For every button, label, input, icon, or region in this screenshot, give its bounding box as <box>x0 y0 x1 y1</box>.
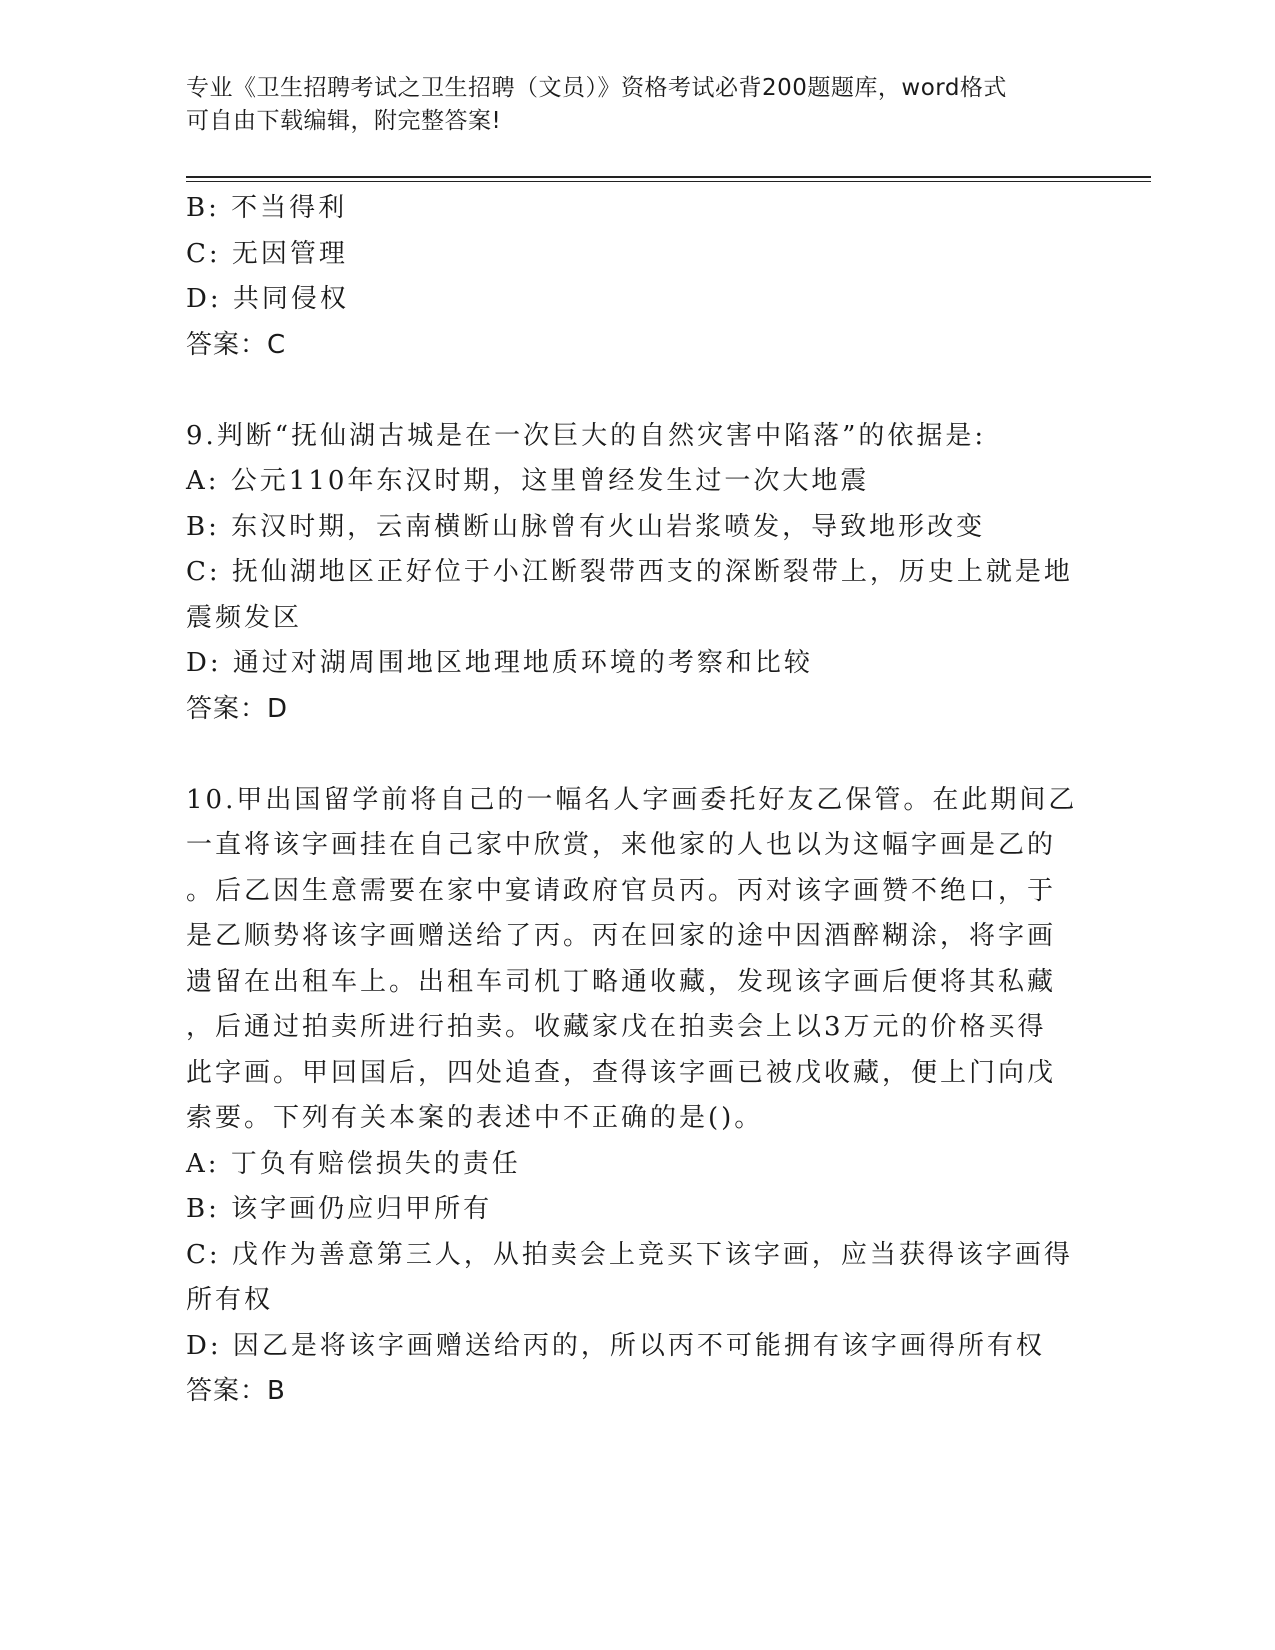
option-b: B: 东汉时期，云南横断山脉曾有火山岩浆喷发，导致地形改变 <box>186 511 986 542</box>
option-b: B: 该字画仍应归甲所有 <box>186 1194 493 1224</box>
question-text-line: 。后乙因生意需要在家中宴请政府官员丙。丙对该字画赞不绝口，于 <box>186 875 1057 906</box>
option-c: C: 戊作为善意第三人，从拍卖会上竞买下该字画，应当获得该字画得 <box>186 1239 1073 1270</box>
spacer <box>186 368 1086 414</box>
option-c: C: 抚仙湖地区正好位于小江断裂带西支的深断裂带上，历史上就是地 <box>186 557 1073 587</box>
option-a: A: 丁负有赔偿损失的责任 <box>186 1148 521 1179</box>
option-d: D: 共同侵权 <box>186 284 349 314</box>
option-b: B: 不当得利 <box>186 193 348 223</box>
header-title-line-2: 可自由下载编辑，附完整答案! <box>186 108 502 134</box>
question-block-8 <box>186 186 1086 368</box>
answer-label: 答案：C <box>186 329 287 360</box>
option-c-continued: 所有权 <box>186 1285 274 1315</box>
question-text: 9.判断“抚仙湖古城是在一次巨大的自然灾害中陷落”的依据是: <box>186 420 987 451</box>
question-text-line: 此字画。甲回国后，四处追查，查得该字画已被戊收藏，便上门向戊 <box>186 1057 1057 1088</box>
question-content <box>186 186 1086 1415</box>
option-d: D: 通过对湖周围地区地理地质环境的考察和比较 <box>186 648 813 678</box>
header-divider-thin <box>186 181 1151 182</box>
option-c: C: 无因管理 <box>186 238 348 269</box>
header-title-line-1: 专业《卫生招聘考试之卫生招聘（文员）》资格考试必背200题题库，word格式 <box>186 75 1007 101</box>
option-d: D: 因乙是将该字画赠送给丙的，所以丙不可能拥有该字画得所有权 <box>186 1330 1045 1361</box>
question-text-line: 是乙顺势将该字画赠送给了丙。丙在回家的途中因酒醉糊涂，将字画 <box>186 921 1057 951</box>
answer-label: 答案：D <box>186 693 289 724</box>
spacer <box>186 732 1086 778</box>
question-text-line: ，后通过拍卖所进行拍卖。收藏家戊在拍卖会上以3万元的价格买得 <box>186 1012 1047 1042</box>
option-c-continued: 震频发区 <box>186 602 303 633</box>
page-header <box>186 72 1066 138</box>
question-text-line: 遗留在出租车上。出租车司机丁略通收藏，发现该字画后便将其私藏 <box>186 966 1057 997</box>
question-text-line: 10.甲出国留学前将自己的一幅名人字画委托好友乙保管。在此期间乙 <box>186 784 1078 815</box>
question-text-line: 一直将该字画挂在自己家中欣赏，来他家的人也以为这幅字画是乙的 <box>186 830 1057 860</box>
question-text-line: 索要。下列有关本案的表述中不正确的是()。 <box>186 1103 764 1133</box>
option-a: A: 公元110年东汉时期，这里曾经发生过一次大地震 <box>186 466 870 496</box>
question-block-10 <box>186 778 1086 1415</box>
header-divider-thick <box>186 176 1151 178</box>
answer-label: 答案：B <box>186 1376 286 1406</box>
question-block-9 <box>186 414 1086 733</box>
